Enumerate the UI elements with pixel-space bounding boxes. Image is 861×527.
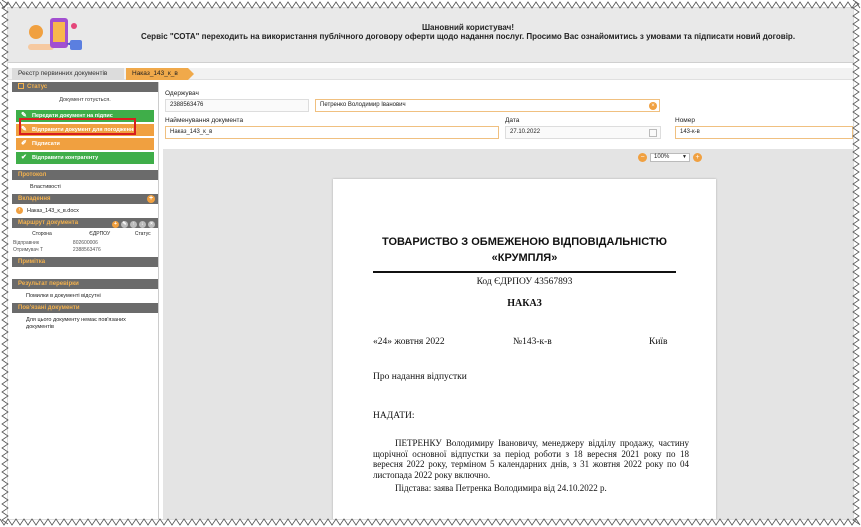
- zoom-out-icon[interactable]: −: [638, 153, 647, 162]
- route-toolbar: [110, 219, 155, 229]
- recipient-name-value: Петренко Володимир Іванович: [320, 102, 406, 108]
- highlight-frame: [19, 118, 136, 135]
- document-page: [333, 179, 716, 519]
- attachment-item[interactable]: [12, 204, 158, 218]
- route-cell: 2388563476: [72, 246, 101, 253]
- properties-link[interactable]: Властивості: [30, 184, 61, 190]
- document-sidebar: [12, 82, 159, 519]
- phone-illustration-icon: [26, 14, 86, 58]
- breadcrumb: [8, 68, 853, 80]
- send-for-approval-label: Відправити документ для погодження: [32, 127, 137, 133]
- note-section-header[interactable]: Примітка: [12, 257, 158, 267]
- check-result-section-header[interactable]: Результат перевірки: [12, 279, 158, 289]
- org-name: [373, 234, 676, 266]
- date-label: Дата: [505, 117, 520, 124]
- add-attachment-icon[interactable]: +: [148, 195, 154, 202]
- app-window: [8, 8, 853, 519]
- move-up-icon[interactable]: ↑: [130, 221, 137, 228]
- status-section-header[interactable]: [12, 82, 158, 92]
- edit-route-icon[interactable]: ✎: [122, 221, 127, 227]
- route-title: Маршрут документа: [18, 220, 79, 226]
- route-table: [12, 228, 158, 253]
- calendar-icon[interactable]: [649, 129, 657, 137]
- recipient-name-field[interactable]: [315, 99, 660, 112]
- route-cell: Відправник: [13, 239, 40, 246]
- org-line-2: «КРУМПЛЯ»: [491, 252, 558, 264]
- zoom-in-icon[interactable]: +: [693, 153, 702, 162]
- sign-button[interactable]: [16, 138, 154, 150]
- org-code: Код ЄДРПОУ 43567893: [476, 277, 573, 287]
- table-row[interactable]: [12, 239, 158, 246]
- number-field[interactable]: 143-к-в: [675, 126, 853, 139]
- org-line-1: ТОВАРИСТВО З ОБМЕЖЕНОЮ ВІДПОВІДАЛЬНІСТЮ: [382, 236, 667, 248]
- route-cell: [127, 246, 158, 253]
- status-text: Документ готується.: [59, 97, 111, 103]
- protocol-section-header[interactable]: Протокол: [12, 170, 158, 180]
- order-subject: Про надання відпустки: [373, 372, 467, 382]
- route-section-header[interactable]: [12, 218, 158, 228]
- send-for-signature-label: Передати документ на підпис: [32, 113, 113, 119]
- document-viewer: [163, 149, 853, 519]
- number-label: Номер: [675, 117, 696, 124]
- banner-title: Шановний користувач!: [422, 23, 514, 32]
- send-icon: ✔: [21, 154, 27, 161]
- order-city: Київ: [649, 337, 668, 347]
- attachments-section-header[interactable]: [12, 194, 158, 204]
- route-header-status: Статус: [134, 230, 151, 237]
- docname-label: Найменування документа: [165, 117, 244, 124]
- attachment-file-name: Наказ_143_к_в.docx: [27, 208, 79, 214]
- zigzag-border-bottom: [0, 517, 861, 527]
- related-docs-section-header[interactable]: Пов'язані документи: [12, 303, 158, 313]
- route-cell: [127, 239, 158, 246]
- document-form: [163, 88, 853, 148]
- zigzag-border-left: [0, 0, 10, 527]
- date-value: 27.10.2022: [510, 129, 541, 135]
- header-rule: [373, 271, 676, 273]
- date-field[interactable]: [505, 126, 661, 139]
- clear-icon[interactable]: ×: [649, 102, 657, 110]
- offer-banner: [8, 8, 853, 63]
- order-number: №143-к-в: [513, 337, 552, 347]
- docname-field[interactable]: Наказ_143_к_в: [165, 126, 499, 139]
- route-cell: Отримувач Т: [13, 246, 44, 253]
- breadcrumb-registry[interactable]: Реєстр первинних документів: [12, 68, 124, 80]
- zoom-select[interactable]: 100% ▼: [650, 153, 690, 162]
- attachments-title: Вкладення: [18, 196, 51, 202]
- breadcrumb-current-document[interactable]: Наказ_143_к_в: [126, 68, 188, 80]
- related-docs-text: Для цього документу немає пов'язаних документів: [26, 317, 126, 330]
- send-to-counterparty-label: Відправити контрагенту: [32, 155, 99, 161]
- delete-route-icon[interactable]: ×: [148, 221, 155, 228]
- add-route-icon[interactable]: +: [112, 221, 119, 228]
- edit-icon: ✎: [21, 112, 27, 119]
- collapse-icon: [18, 83, 24, 89]
- check-result-text: Помилки в документі відсутні: [26, 293, 101, 299]
- route-header-side: Сторона: [32, 230, 52, 237]
- table-row[interactable]: [12, 246, 158, 253]
- recipient-label: Одержувач: [165, 90, 199, 97]
- order-body: ПЕТРЕНКУ Володимиру Івановичу, менеджеру відділу продажу, частину щорічної основної відпустки за період роботи з 18 вересня 2021 року по 18 вересня 2022 року, терміном 5 календарних днів, з 31 жовтня 2022 року по 04 листопада 2022 року включно.: [373, 438, 689, 480]
- grant-heading: НАДАТИ:: [373, 411, 415, 421]
- move-down-icon[interactable]: ↓: [139, 221, 146, 228]
- order-date: «24» жовтня 2022: [373, 337, 445, 347]
- banner-text: Сервіс "СОТА" переходить на використання публічного договору оферти щодо надання послуг. Просимо Вас ознайомитись з умовами та підписати новий договір.: [140, 32, 796, 41]
- zigzag-border-top: [0, 0, 861, 10]
- edit-icon: ✎: [21, 126, 27, 133]
- route-cell: 802600006: [72, 239, 98, 246]
- pen-icon: ✐: [21, 140, 27, 147]
- order-heading: НАКАЗ: [507, 298, 542, 309]
- zigzag-border-right: [851, 0, 861, 527]
- status-title: Статус: [27, 84, 48, 90]
- note-body[interactable]: [12, 267, 158, 279]
- sign-label: Підписати: [32, 141, 60, 147]
- recipient-code-field[interactable]: 2388563476: [165, 99, 309, 112]
- order-basis: Підстава: заява Петренка Володимира від 24.10.2022 р.: [395, 483, 607, 493]
- send-to-counterparty-button[interactable]: [16, 152, 154, 164]
- route-header-edrpou: ЄДРПОУ: [89, 230, 111, 237]
- expand-icon[interactable]: ›: [16, 207, 23, 214]
